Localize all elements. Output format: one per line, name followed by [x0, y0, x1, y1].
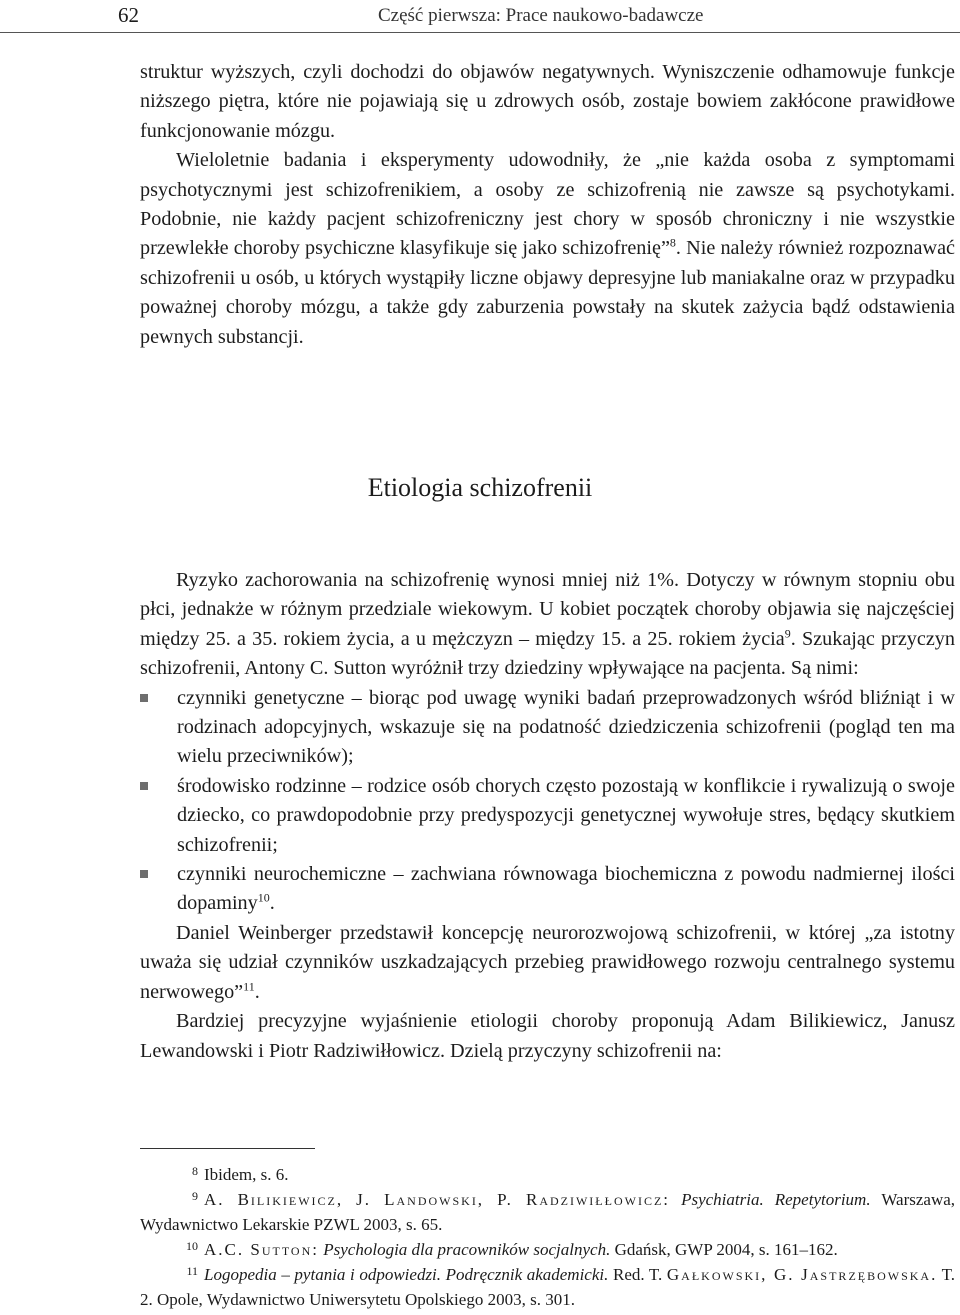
paragraph-4 [140, 919, 955, 1007]
body-text-top [140, 58, 955, 352]
paragraph-2 [140, 146, 955, 352]
footnote-title: Psychiatria. Repetytorium. [681, 1190, 871, 1209]
page-number: 62 [118, 3, 139, 27]
factor-list [140, 684, 955, 919]
footnote-number: 11 [186, 1264, 198, 1278]
paragraph-4-end: . [254, 980, 260, 1003]
paragraph-1: struktur wyższych, czyli dochodzi do objawów negatywnych. Wyniszczenie odhamowuje funkcje niższego piętra, które nie pojawiają się u zdrowych osób, zostaje bowiem zakłócone prawidłowe funkcjonowanie mózgu. [140, 61, 955, 142]
footnote-authors: A.C. Sutton: [204, 1240, 319, 1259]
square-bullet-icon [140, 782, 148, 790]
paragraph-4-text: Daniel Weinberger przedstawił koncepcję neurorozwojową schizofrenii, w której „za istotny uważa się udział czynników uszkadzających przebieg prawidłowego rozwoju centralnego systemu nerwowego” [140, 921, 955, 1003]
footnote-title: Psychologia dla pracowników socjalnych. [323, 1240, 611, 1259]
running-title: Część pierwsza: Prace naukowo-badawcze [378, 5, 704, 26]
footnote-ref-8: 8 [669, 235, 676, 250]
footnote-ref-10: 10 [257, 890, 270, 905]
list-item-text: czynniki genetyczne – biorąc pod uwagę wyniki badań przeprowadzonych wśród bliźniąt i w rodzinach adopcyjnych, wskazuje się na podatność dziedziczenia schizofrenii (pogląd ten ma wielu przeciwników); [177, 686, 955, 768]
footnotes [140, 1162, 955, 1312]
footnote-ref-11: 11 [243, 978, 255, 993]
list-item-text: środowisko rodzinne – rodzice osób chorych często pozostają w konflikcie i rywalizują o swoje dziecko, co prawdopodobnie przy predyspozycji genetycznej wywołuje stres, będący skutkiem schizofrenii; [177, 774, 955, 856]
square-bullet-icon [140, 694, 148, 702]
footnote-divider [140, 1148, 315, 1149]
list-item-end: . [269, 892, 275, 915]
paragraph-2-text: Wieloletnie badania i eksperymenty udowodniły, że „nie każda osoba z symptomami psychotycznymi jest schizofrenikiem, a osoby ze schizofrenią nie zawsze są psychotykami. Podobnie, nie każdy pacjent schizofreniczny jest chory w sposób chroniczny i nie wszystkie przewlekłe choroby psychiczne klasyfikuje się jako schizofrenię” [140, 149, 955, 260]
body-text-bottom [140, 566, 955, 1066]
footnote-editor-prefix: Red. T. [612, 1265, 663, 1284]
footnote-number: 10 [186, 1239, 198, 1253]
list-item-text: czynniki neurochemiczne – zachwiana równowaga biochemiczna z powodu nadmiernej ilości dopaminy [177, 863, 955, 915]
footnote-text: Ibidem, s. 6. [204, 1165, 289, 1184]
paragraph-2-text-continued: . Nie należy również rozpoznawać schizofrenii u osób, u których wystąpiły liczne objawy depresyjne lub maniakalne oraz w przypadku poważnej choroby mózgu, a także gdy zaburzenia powstały na skutek zażycia bądź odstawienia pewnych substancji. [140, 237, 955, 348]
footnote-number: 8 [192, 1164, 198, 1178]
paragraph-3-text-continued: . Szukając przyczyn schizofrenii, Antony C. Sutton wyróżnił trzy dziedziny wpływające na pacjenta. Są nimi: [140, 627, 955, 680]
square-bullet-icon [140, 870, 148, 878]
footnote-9 [140, 1187, 955, 1237]
footnote-ref-9: 9 [784, 626, 791, 641]
footnote-publication: Warszawa, Wydawnictwo Lekarskie PZWL 2003, s. 65. [140, 1190, 956, 1234]
footnote-authors: A. Bilikiewicz, J. Landowski, P. Radziwiłłowicz: [204, 1190, 671, 1209]
list-item [140, 860, 955, 919]
list-item [140, 684, 955, 772]
footnote-8 [140, 1162, 955, 1187]
footnote-editors: Gałkowski, G. Jastrzębowska. [666, 1265, 938, 1284]
footnote-publication: T. 2. Opole, Wydawnictwo Uniwersytetu Opolskiego 2003, s. 301. [140, 1265, 956, 1309]
footnote-publication: Gdańsk, GWP 2004, s. 161–162. [614, 1240, 838, 1259]
list-item [140, 772, 955, 860]
page-header [0, 0, 960, 33]
footnote-10 [140, 1237, 955, 1262]
footnote-number: 9 [192, 1189, 198, 1203]
section-title: Etiologia schizofrenii [367, 473, 593, 502]
footnote-11 [140, 1262, 955, 1312]
paragraph-3 [140, 566, 955, 684]
paragraph-5: Bardziej precyzyjne wyjaśnienie etiologii choroby proponują Adam Bilikiewicz, Janusz Lewandowski i Piotr Radziwiłłowicz. Dzielą przyczyny schizofrenii na: [140, 1010, 955, 1062]
paragraph-3-text: Ryzyko zachorowania na schizofrenię wynosi mniej niż 1%. Dotyczy w równym stopniu obu płci, jednakże w różnym przedziale wiekowym. U kobiet początek choroby objawia się najczęściej między 25. a 35. rokiem życia, a u mężczyzn – między 15. a 25. rokiem życia [140, 569, 955, 650]
footnote-title: Logopedia – pytania i odpowiedzi. Podręcznik akademicki. [204, 1265, 609, 1284]
